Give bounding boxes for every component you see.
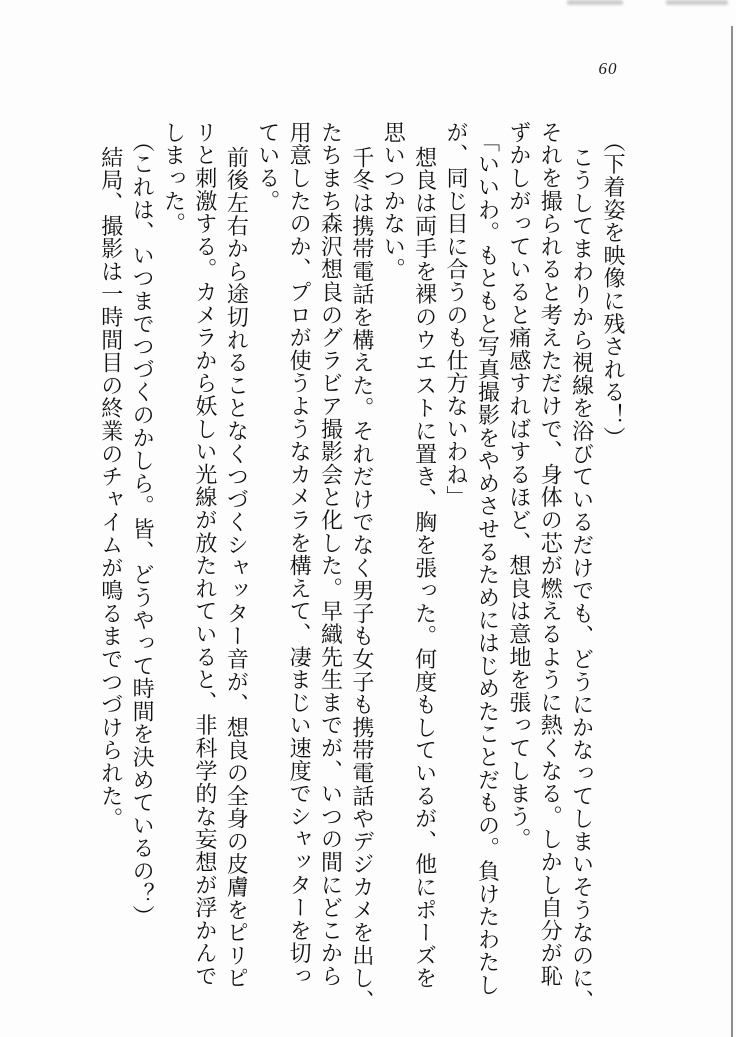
text-column: 結局、撮影は一時間目の終業のチャイムが鳴るまでつづけられた。: [98, 146, 124, 830]
cut-off-header-artifact-left: [567, 0, 623, 5]
text-column: 前後左右から途切れることなくつづくシャッター音が、想良の全身の皮膚をピリピ: [224, 146, 250, 990]
text-column: が、同じ目に合うのも仕方ないわね」: [444, 121, 470, 509]
text-column: こうしてまわりから視線を浴びているだけでも、どうにかなってしまいそうなのに、: [569, 146, 595, 1013]
text-column: 想良は両手を裸のウエストに置き、胸を張った。何度もしているが、他にポーズを: [412, 146, 438, 990]
text-column: 思いつかない。: [381, 121, 407, 281]
text-column: 用意したのか、プロが使うようなカメラを構えて、凄まじい速度でシャッターを切っ: [287, 121, 313, 988]
text-column: リと刺激する。カメラから妖しい光線が放たれていると、非科学的な妄想が浮かんで: [192, 121, 218, 988]
page-number: 60: [598, 59, 618, 78]
text-column: それを撮られると考えただけで、身体の芯が燃えるように熱くなる。しかし自分が恥: [538, 121, 564, 988]
text-column: 「いいわ。もともと写真撮影をやめさせるためにはじめたことだもの。負けたわたし: [475, 130, 501, 997]
text-column: たちまち森沢想良のグラビア撮影会と化した。早織先生までが、いつの間にどこから: [318, 121, 344, 988]
text-column: しまった。: [161, 121, 187, 235]
text-column: （これは、いつまでつづくのかしら。皆、どうやって時間を決めているの？）: [130, 130, 156, 928]
vertical-text-area: [95, 121, 629, 1036]
text-column: （下着姿を映像に残される！）: [601, 130, 626, 450]
cut-off-header-artifact-right: [666, 0, 728, 5]
text-column: 千冬は携帯電話を構えた。それだけでなく男子も女子も携帯電話やデジカメを出し、: [349, 146, 375, 1013]
text-column: ずかしがっていると痛感すればするほど、想良は意地を張ってしまう。: [506, 121, 532, 851]
text-column: ている。: [255, 121, 281, 213]
page-edge-line: [731, 26, 733, 1037]
